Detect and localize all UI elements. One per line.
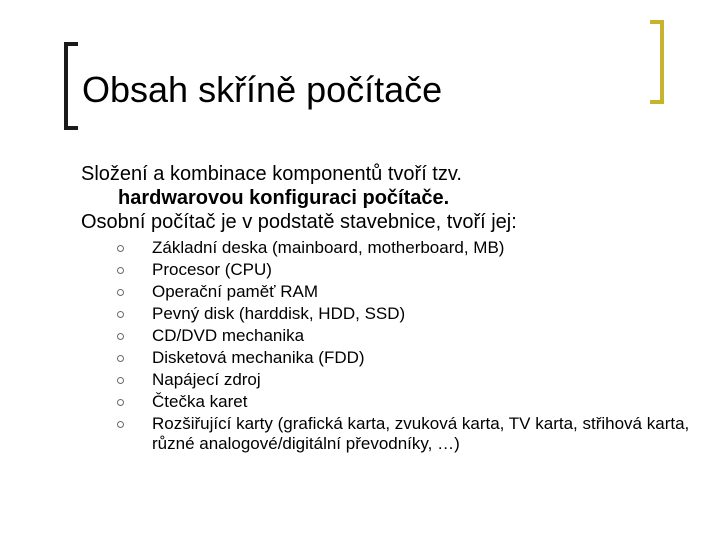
paragraph-components-intro: Osobní počítač je v podstatě stavebnice, tvoří jej: [81, 211, 517, 233]
list-item-text: Rozšiřující karty (grafická karta, zvuková karta, TV karta, střihová karta, různé analogové/digitální převodníky, …) [152, 414, 690, 453]
circle-bullet-icon [117, 267, 124, 274]
list-item [81, 390, 691, 412]
component-list [81, 236, 691, 454]
paragraph-configuration [81, 162, 691, 210]
list-item-text: CD/DVD mechanika [152, 326, 305, 345]
list-item-text: Základní deska (mainboard, motherboard, MB) [152, 238, 505, 257]
slide-title: Obsah skříně počítače [82, 69, 443, 110]
list-item [81, 280, 691, 302]
list-item-text: Procesor (CPU) [152, 260, 272, 279]
paragraph-configuration-line2: hardwarovou konfiguraci počítače. [118, 187, 450, 209]
list-item [81, 236, 691, 258]
circle-bullet-icon [117, 377, 124, 384]
right-bracket-decoration [650, 20, 664, 104]
circle-bullet-icon [117, 245, 124, 252]
list-item-text: Čtečka karet [152, 392, 248, 411]
circle-bullet-icon [117, 289, 124, 296]
paragraph-configuration-line1: Složení a kombinace komponentů tvoří tzv. [81, 163, 462, 185]
circle-bullet-icon [117, 421, 124, 428]
list-item [81, 346, 691, 368]
list-item-text: Pevný disk (harddisk, HDD, SSD) [152, 304, 406, 323]
list-item [81, 412, 691, 454]
list-item-text: Disketová mechanika (FDD) [152, 348, 365, 367]
circle-bullet-icon [117, 399, 124, 406]
list-item-text: Operační paměť RAM [152, 282, 319, 301]
list-item [81, 368, 691, 390]
circle-bullet-icon [117, 333, 124, 340]
circle-bullet-icon [117, 311, 124, 318]
slide-body [81, 162, 691, 454]
list-item-text: Napájecí zdroj [152, 370, 261, 389]
list-item [81, 302, 691, 324]
list-item [81, 324, 691, 346]
list-item [81, 258, 691, 280]
left-bracket-decoration [64, 42, 78, 130]
circle-bullet-icon [117, 355, 124, 362]
